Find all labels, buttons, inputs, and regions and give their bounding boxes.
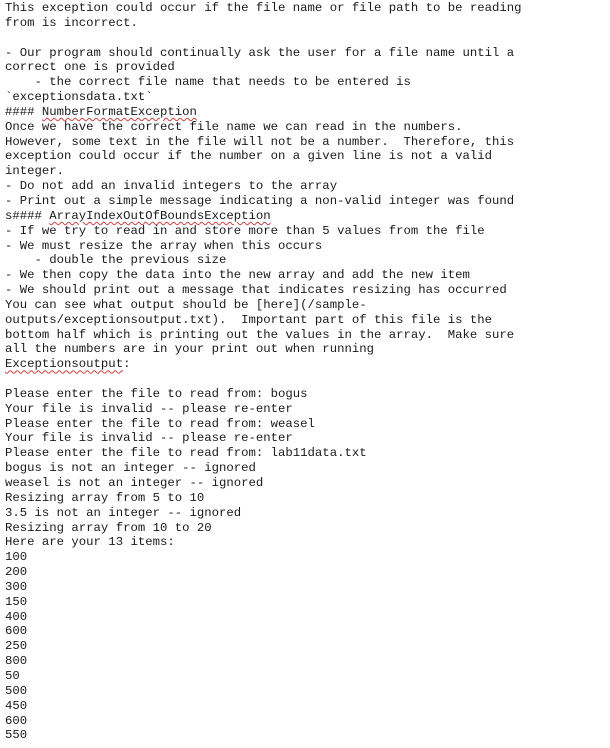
text-line — [5, 31, 605, 46]
text-line: outputs/exceptionsoutput.txt). Important part of this file is the — [5, 312, 493, 327]
text-line: bottom half which is printing out the values in the array. Make sure — [5, 327, 515, 342]
text-line: 450 — [5, 698, 28, 713]
text-line: - Print out a simple message indicating a non-valid integer was found — [5, 193, 515, 208]
text-line: You can see what output should be [here](/sample- — [5, 297, 367, 312]
text-line: - double the previous size — [5, 253, 227, 268]
text-line: - Our program should continually ask the user for a file name until a — [5, 45, 515, 60]
text-line: This exception could occur if the file name or file path to be reading — [5, 1, 522, 15]
text-document[interactable] — [5, 1, 605, 743]
spellcheck-flagged-word[interactable]: Exceptionsoutput — [5, 357, 124, 372]
text-line: `exceptionsdata.txt` — [5, 90, 153, 105]
line-text: : — [123, 357, 131, 372]
text-line — [5, 209, 605, 224]
text-line: 500 — [5, 683, 28, 698]
text-line: exception could occur if the number on a given line is not a valid — [5, 149, 493, 164]
text-line: 800 — [5, 654, 28, 669]
text-line — [5, 372, 605, 387]
spellcheck-flagged-word[interactable]: NumberFormatException — [41, 104, 197, 119]
text-line: However, some text in the file will not be a number. Therefore, this — [5, 134, 515, 149]
text-line: Your file is invalid -- please re-enter — [5, 401, 293, 416]
text-line: Please enter the file to read from: bogus — [5, 386, 308, 401]
text-line: 300 — [5, 579, 28, 594]
text-line: 550 — [5, 728, 28, 743]
text-line: Your file is invalid -- please re-enter — [5, 431, 293, 446]
line-text: s#### — [5, 208, 50, 223]
text-line: 100 — [5, 550, 28, 565]
text-line: 50 — [5, 668, 20, 683]
text-line: correct one is provided — [5, 60, 175, 75]
text-line: 600 — [5, 713, 28, 728]
text-line — [5, 357, 605, 372]
spellcheck-flagged-word[interactable]: ArrayIndexOutOfBoundsException — [49, 208, 271, 223]
text-line: Please enter the file to read from: lab11data.txt — [5, 446, 367, 461]
text-line: - We must resize the array when this occurs — [5, 238, 323, 253]
text-line: Resizing array from 5 to 10 — [5, 490, 205, 505]
text-line: 600 — [5, 624, 28, 639]
text-line: - We should print out a message that indicates resizing has occurred — [5, 283, 507, 298]
text-line: Please enter the file to read from: weasel — [5, 416, 315, 431]
text-line: bogus is not an integer -- ignored — [5, 461, 256, 476]
text-line: 150 — [5, 594, 28, 609]
text-line: Once we have the correct file name we can read in the numbers. — [5, 119, 463, 134]
text-line: Resizing array from 10 to 20 — [5, 520, 212, 535]
text-line: - Do not add an invalid integers to the array — [5, 179, 338, 194]
text-line: - the correct file name that needs to be entered is — [5, 75, 411, 90]
text-line: Here are your 13 items: — [5, 535, 175, 550]
text-line: 400 — [5, 609, 28, 624]
text-line: 3.5 is not an integer -- ignored — [5, 505, 242, 520]
text-line: 200 — [5, 565, 28, 580]
text-line: - If we try to read in and store more than 5 values from the file — [5, 223, 485, 238]
text-line: weasel is not an integer -- ignored — [5, 476, 264, 490]
line-text: #### — [5, 104, 42, 119]
text-line: from is incorrect. — [5, 15, 138, 30]
text-line: all the numbers are in your print out when running — [5, 342, 374, 357]
text-line: 250 — [5, 639, 28, 654]
text-line: - We then copy the data into the new array and add the new item — [5, 268, 470, 283]
text-line — [5, 105, 605, 120]
text-line: integer. — [5, 164, 65, 179]
